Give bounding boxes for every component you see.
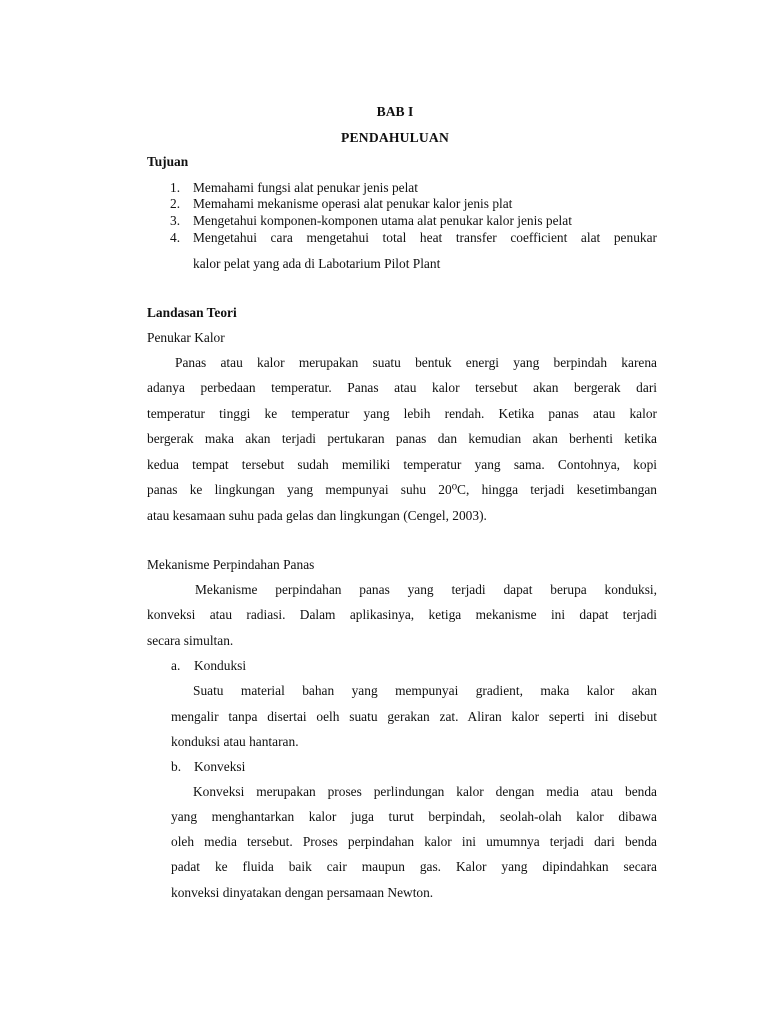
paragraph-line: Konveksi merupakan proses perlindungan kalor dengan media atau benda: [193, 784, 657, 799]
paragraph-line: konveksi atau radiasi. Dalam aplikasinya, ketiga mekanisme ini dapat terjadi: [147, 607, 657, 622]
list-item-letter: b.: [171, 759, 182, 774]
paragraph-line: kedua tempat tersebut sudah memiliki temperatur yang sama. Contohnya, kopi: [147, 457, 657, 472]
paragraph-line: Mekanisme perpindahan panas yang terjadi dapat berupa konduksi,: [195, 582, 657, 597]
chapter-title: PENDAHULUAN: [341, 130, 449, 145]
list-item-number: 1.: [170, 180, 181, 195]
paragraph-line: mengalir tanpa disertai oelh suatu gerakan zat. Aliran kalor seperti ini disebut: [171, 709, 657, 724]
list-item-text: Memahami fungsi alat penukar jenis pelat: [193, 180, 418, 195]
list-item-number: 3.: [170, 213, 181, 228]
paragraph-line: bergerak maka akan terjadi pertukaran panas dan kemudian akan berhenti ketika: [147, 431, 657, 446]
paragraph-line: temperatur tinggi ke temperatur yang lebih rendah. Ketika panas atau kalor: [147, 406, 657, 421]
list-item-label-konveksi: Konveksi: [194, 759, 246, 774]
list-item-text: Mengetahui cara mengetahui total heat transfer coefficient alat penukar: [193, 230, 657, 245]
subheading-penukar-kalor: Penukar Kalor: [147, 330, 225, 345]
paragraph-line: yang menghantarkan kalor juga turut berpindah, seolah-olah kalor dibawa: [171, 809, 657, 824]
paragraph-line: secara simultan.: [147, 633, 234, 648]
paragraph-line: panas ke lingkungan yang mempunyai suhu 20⁰C, hingga terjadi kesetimbangan: [147, 482, 657, 497]
paragraph-line: padat ke fluida baik cair maupun gas. Kalor yang dipindahkan secara: [171, 859, 657, 874]
paragraph-line: Suatu material bahan yang mempunyai gradient, maka kalor akan: [193, 683, 657, 698]
paragraph-line: Panas atau kalor merupakan suatu bentuk energi yang berpindah karena: [175, 355, 657, 370]
list-item-text: Memahami mekanisme operasi alat penukar kalor jenis plat: [193, 196, 513, 211]
list-item-label-konduksi: Konduksi: [194, 658, 247, 673]
list-item-number: 2.: [170, 196, 181, 211]
paragraph-line: adanya perbedaan temperatur. Panas atau kalor tersebut akan bergerak dari: [147, 380, 657, 395]
paragraph-line: atau kesamaan suhu pada gelas dan lingkungan (Cengel, 2003).: [147, 508, 487, 523]
list-item-text: Mengetahui komponen-komponen utama alat penukar kalor jenis pelat: [193, 213, 572, 228]
list-item-continuation: kalor pelat yang ada di Labotarium Pilot Plant: [193, 256, 441, 271]
paragraph-line: oleh media tersebut. Proses perpindahan kalor ini umumnya terjadi dari benda: [171, 834, 657, 849]
chapter-number: BAB I: [376, 104, 414, 119]
paragraph-line: konveksi dinyatakan dengan persamaan Newton.: [171, 885, 434, 900]
list-item-number: 4.: [170, 230, 181, 245]
section-heading-tujuan: Tujuan: [147, 154, 189, 169]
list-item-letter: a.: [171, 658, 181, 673]
paragraph-line: konduksi atau hantaran.: [171, 734, 299, 749]
subheading-mekanisme: Mekanisme Perpindahan Panas: [147, 557, 315, 572]
section-heading-landasan-teori: Landasan Teori: [147, 305, 237, 320]
